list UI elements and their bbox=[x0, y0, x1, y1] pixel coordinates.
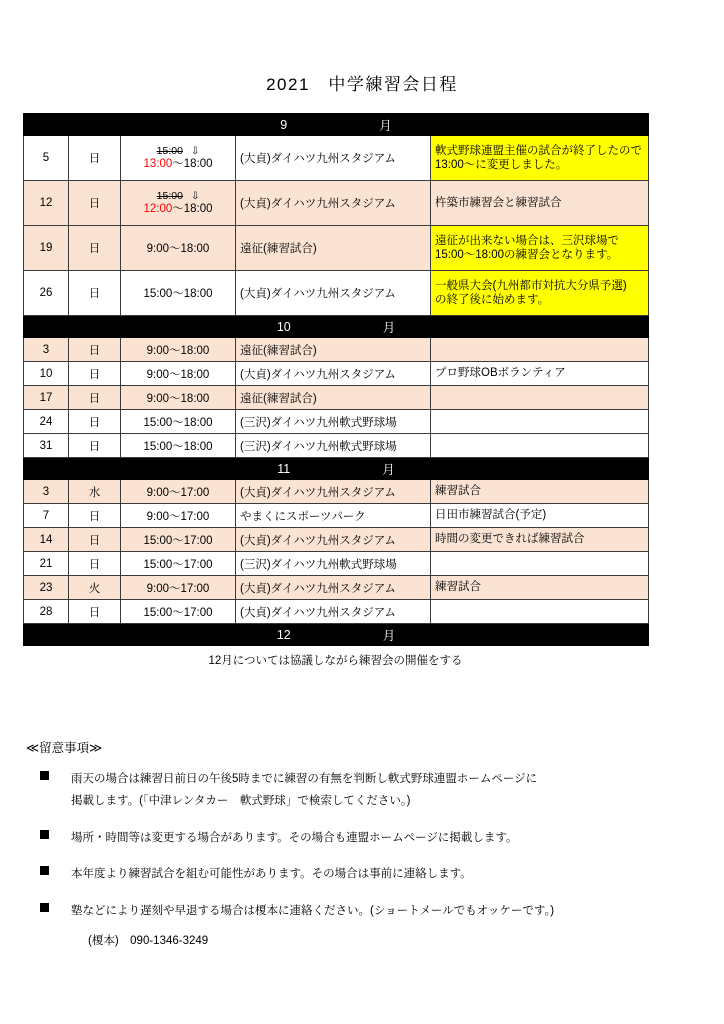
note-item-body bbox=[71, 768, 537, 813]
cell-note bbox=[431, 338, 649, 362]
square-bullet-icon bbox=[40, 830, 49, 839]
list-item bbox=[26, 768, 686, 813]
month-unit-label: 月 bbox=[382, 462, 395, 477]
table-row bbox=[24, 181, 649, 226]
month-header-row bbox=[24, 458, 649, 480]
cell-day: 17 bbox=[24, 386, 69, 410]
cell-time: 9:00〜18:00 bbox=[121, 226, 236, 271]
cell-time: 15:00〜18:00 bbox=[121, 410, 236, 434]
cell-time: 15:00〜17:00 bbox=[121, 528, 236, 552]
cell-day: 26 bbox=[24, 271, 69, 316]
cell-time bbox=[121, 181, 236, 226]
cell-day: 5 bbox=[24, 136, 69, 181]
note-item-body bbox=[71, 863, 472, 885]
month-header-row bbox=[24, 114, 649, 136]
table-row bbox=[24, 271, 649, 316]
month-header-cell bbox=[24, 624, 649, 646]
cell-day: 21 bbox=[24, 552, 69, 576]
cell-day: 24 bbox=[24, 410, 69, 434]
cell-day: 7 bbox=[24, 504, 69, 528]
note-item-body bbox=[71, 827, 517, 849]
notes-heading: ≪留意事項≫ bbox=[26, 741, 103, 755]
cell-time: 9:00〜18:00 bbox=[121, 362, 236, 386]
cell-day: 3 bbox=[24, 480, 69, 504]
cell-weekday: 日 bbox=[69, 386, 121, 410]
cell-note bbox=[431, 576, 649, 600]
cell-venue: (三沢)ダイハツ九州軟式野球場 bbox=[236, 410, 431, 434]
cell-venue: (大貞)ダイハツ九州スタジアム bbox=[236, 136, 431, 181]
cell-note bbox=[431, 362, 649, 386]
schedule-table-container bbox=[23, 113, 648, 668]
table-row bbox=[24, 480, 649, 504]
cell-note bbox=[431, 136, 649, 181]
cell-note bbox=[431, 528, 649, 552]
cell-weekday: 日 bbox=[69, 410, 121, 434]
note-line: の終了後に始めます。 bbox=[435, 294, 550, 306]
cell-venue: (大貞)ダイハツ九州スタジアム bbox=[236, 480, 431, 504]
cell-time: 9:00〜17:00 bbox=[121, 480, 236, 504]
month-number: 10 bbox=[276, 319, 291, 334]
cell-weekday: 日 bbox=[69, 181, 121, 226]
cell-day: 19 bbox=[24, 226, 69, 271]
cell-note bbox=[431, 600, 649, 624]
cell-venue: 遠征(練習試合) bbox=[236, 338, 431, 362]
month-unit-label: 月 bbox=[379, 118, 392, 133]
cell-venue: (大貞)ダイハツ九州スタジアム bbox=[236, 181, 431, 226]
note-line: 遠征が出来ない場合は、三沢球場で bbox=[435, 234, 619, 247]
note-item-line: 雨天の場合は練習日前日の午後5時までに練習の有無を判断し軟式野球連盟ホームページに bbox=[71, 773, 538, 785]
table-row bbox=[24, 338, 649, 362]
cell-day: 10 bbox=[24, 362, 69, 386]
table-row bbox=[24, 528, 649, 552]
note-line: プロ野球OBボランティア bbox=[435, 367, 566, 380]
notes-list bbox=[26, 768, 686, 922]
month-header-row bbox=[24, 624, 649, 646]
cell-note bbox=[431, 386, 649, 410]
table-row bbox=[24, 226, 649, 271]
cell-time: 9:00〜17:00 bbox=[121, 504, 236, 528]
cell-time: 15:00〜18:00 bbox=[121, 271, 236, 316]
schedule-table bbox=[23, 113, 649, 646]
note-item-line: 掲載します。(「中津レンタカー 軟式野球」で検索してください。) bbox=[71, 795, 411, 808]
page-title: 2021 中学練習会日程 bbox=[266, 75, 458, 94]
cell-weekday: 日 bbox=[69, 434, 121, 458]
cell-weekday: 日 bbox=[69, 552, 121, 576]
notes-section bbox=[26, 738, 686, 948]
month-header-cell bbox=[24, 316, 649, 338]
cell-venue: 遠征(練習試合) bbox=[236, 386, 431, 410]
time-original-strikethrough: 15:00 bbox=[156, 190, 183, 203]
note-item-line: 場所・時間等は変更する場合があります。その場合も連盟ホームページに掲載します。 bbox=[71, 831, 518, 844]
note-line: 練習試合 bbox=[435, 581, 481, 594]
cell-day: 12 bbox=[24, 181, 69, 226]
arrow-down-icon: ⇩ bbox=[190, 191, 200, 203]
month-number: 11 bbox=[277, 461, 291, 476]
cell-note bbox=[431, 434, 649, 458]
cell-time: 15:00〜17:00 bbox=[121, 552, 236, 576]
cell-time: 9:00〜17:00 bbox=[121, 576, 236, 600]
time-revised-start: 12:00 bbox=[143, 202, 173, 215]
cell-note bbox=[431, 480, 649, 504]
cell-weekday: 水 bbox=[69, 480, 121, 504]
cell-day: 31 bbox=[24, 434, 69, 458]
table-row bbox=[24, 600, 649, 624]
table-row bbox=[24, 362, 649, 386]
month-unit-label: 月 bbox=[382, 628, 396, 643]
note-line: 日田市練習試合(予定) bbox=[435, 509, 547, 522]
note-item-body bbox=[71, 900, 554, 922]
cell-venue: (三沢)ダイハツ九州軟式野球場 bbox=[236, 434, 431, 458]
cell-day: 14 bbox=[24, 528, 69, 552]
cell-note bbox=[431, 271, 649, 316]
list-item bbox=[26, 863, 686, 885]
table-row bbox=[24, 434, 649, 458]
cell-weekday: 日 bbox=[69, 600, 121, 624]
note-line: 15:00〜18:00の練習会となります。 bbox=[435, 249, 619, 261]
list-item bbox=[26, 827, 686, 849]
month-number: 9 bbox=[280, 117, 288, 132]
time-revised-end: 〜18:00 bbox=[172, 202, 213, 215]
cell-time: 9:00〜18:00 bbox=[121, 338, 236, 362]
cell-venue: 遠征(練習試合) bbox=[236, 226, 431, 271]
note-item-line: 塾などにより遅刻や早退する場合は榎本に連絡ください。(ショートメールでもオッケーです。) bbox=[71, 904, 555, 917]
month-unit-label: 月 bbox=[382, 320, 396, 335]
schedule-body bbox=[24, 114, 649, 646]
cell-day: 23 bbox=[24, 576, 69, 600]
cell-time: 15:00〜17:00 bbox=[121, 600, 236, 624]
note-item-line: 本年度より練習試合を組む可能性があります。その場合は事前に連絡します。 bbox=[71, 868, 472, 881]
cell-note bbox=[431, 552, 649, 576]
square-bullet-icon bbox=[40, 903, 49, 912]
cell-venue: (大貞)ダイハツ九州スタジアム bbox=[236, 362, 431, 386]
cell-weekday: 日 bbox=[69, 338, 121, 362]
note-line: 13:00〜に変更しました。 bbox=[435, 159, 568, 171]
cell-venue: (三沢)ダイハツ九州軟式野球場 bbox=[236, 552, 431, 576]
time-original-strikethrough: 15:00 bbox=[156, 145, 183, 158]
list-item bbox=[26, 900, 686, 922]
cell-venue: (大貞)ダイハツ九州スタジアム bbox=[236, 528, 431, 552]
time-revised-start: 13:00 bbox=[143, 157, 173, 170]
time-revised-end: 〜18:00 bbox=[172, 157, 213, 170]
note-line: 杵築市練習会と練習試合 bbox=[435, 196, 562, 209]
month-header-cell bbox=[24, 458, 649, 480]
cell-venue: (大貞)ダイハツ九州スタジアム bbox=[236, 600, 431, 624]
table-row bbox=[24, 504, 649, 528]
table-row bbox=[24, 386, 649, 410]
cell-weekday: 日 bbox=[69, 504, 121, 528]
month-number: 12 bbox=[276, 627, 291, 642]
december-caption: 12月については協議しながら練習会の開催をする bbox=[208, 655, 463, 667]
note-line: 練習試合 bbox=[435, 485, 481, 498]
cell-venue: やまくにスポーツパーク bbox=[236, 504, 431, 528]
note-line: 時間の変更できれば練習試合 bbox=[435, 533, 585, 546]
note-line: 軟式野球連盟主催の試合が終了したので bbox=[435, 144, 642, 157]
arrow-down-icon: ⇩ bbox=[190, 146, 200, 158]
note-line: 一般県大会(九州都市対抗大分県予選) bbox=[435, 279, 627, 292]
cell-note bbox=[431, 504, 649, 528]
cell-time: 15:00〜18:00 bbox=[121, 434, 236, 458]
table-row bbox=[24, 410, 649, 434]
table-row bbox=[24, 136, 649, 181]
cell-day: 28 bbox=[24, 600, 69, 624]
cell-time bbox=[121, 136, 236, 181]
cell-note bbox=[431, 226, 649, 271]
table-row bbox=[24, 576, 649, 600]
month-header-row bbox=[24, 316, 649, 338]
cell-note bbox=[431, 410, 649, 434]
square-bullet-icon bbox=[40, 866, 49, 875]
table-row bbox=[24, 552, 649, 576]
cell-weekday: 日 bbox=[69, 528, 121, 552]
cell-venue: (大貞)ダイハツ九州スタジアム bbox=[236, 576, 431, 600]
cell-weekday: 日 bbox=[69, 136, 121, 181]
cell-day: 3 bbox=[24, 338, 69, 362]
cell-note bbox=[431, 181, 649, 226]
square-bullet-icon bbox=[40, 771, 49, 780]
month-header-cell bbox=[24, 114, 649, 136]
contact-line: (榎本) 090-1346-3249 bbox=[88, 935, 209, 948]
cell-venue: (大貞)ダイハツ九州スタジアム bbox=[236, 271, 431, 316]
cell-weekday: 日 bbox=[69, 271, 121, 316]
cell-weekday: 日 bbox=[69, 226, 121, 271]
cell-time: 9:00〜18:00 bbox=[121, 386, 236, 410]
cell-weekday: 日 bbox=[69, 362, 121, 386]
cell-weekday: 火 bbox=[69, 576, 121, 600]
